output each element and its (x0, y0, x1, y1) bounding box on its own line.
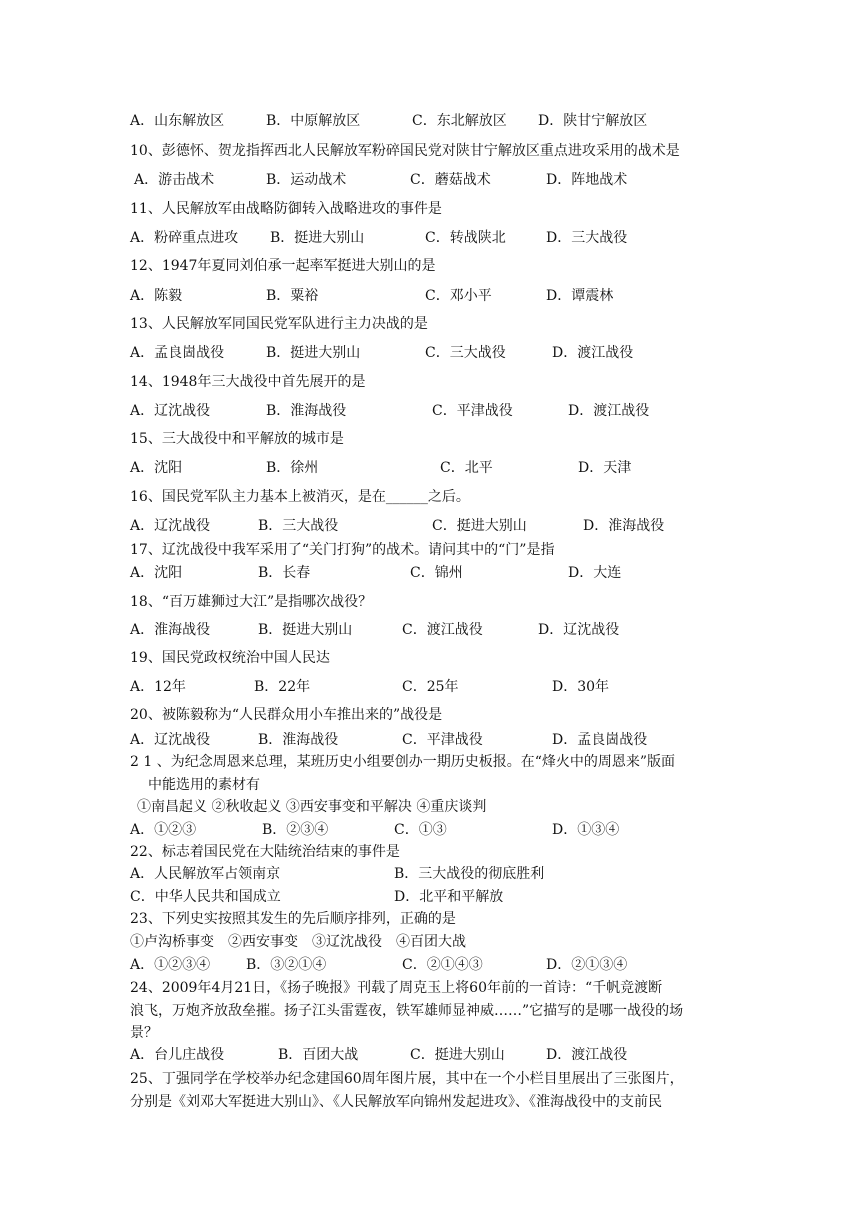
question-line: 2 1 、为纪念周恩来总理，某班历史小组要创办一期历史板报。在“烽火中的周恩来”版面 (130, 754, 676, 770)
options-line (0, 863, 860, 885)
answer-option: D．天津 (578, 460, 632, 476)
answer-option: D．辽沈战役 (538, 622, 620, 638)
options-line (0, 227, 860, 249)
answer-option: C．平津战役 (432, 403, 513, 419)
answer-option: B．淮海战役 (266, 403, 347, 419)
answer-option: D．①③④ (552, 822, 620, 838)
question-line: ①卢沟桥事变 ②西安事变 ③辽沈战役 ④百团大战 (130, 934, 466, 950)
answer-option: D．30年 (552, 679, 610, 695)
answer-option: C．北平 (440, 460, 493, 476)
answer-option: C．挺进大别山 (432, 518, 527, 534)
answer-option: D．②①③④ (546, 957, 628, 973)
answer-option: A．辽沈战役 (130, 518, 211, 534)
question-line: 16、国民党军队主力基本上被消灭，是在______之后。 (130, 489, 470, 505)
question-line: 20、被陈毅称为“人民群众用小车推出来的”战役是 (130, 707, 443, 723)
question-line: 10、彭德怀、贺龙指挥西北人民解放军粉碎国民党对陕甘宁解放区重点进攻采用的战术是 (130, 143, 680, 159)
answer-option: C．东北解放区 (412, 113, 507, 129)
options-line (0, 819, 860, 841)
answer-option: C．蘑菇战术 (410, 172, 491, 188)
answer-option: A．12年 (130, 679, 186, 695)
answer-option: B．徐州 (266, 460, 319, 476)
answer-option: D．孟良崮战役 (552, 732, 648, 748)
options-line (0, 1044, 860, 1066)
options-line (0, 619, 860, 641)
options-line (0, 110, 860, 132)
answer-option: D．渡江战役 (568, 403, 650, 419)
question-line: 景？ (130, 1025, 158, 1041)
answer-option: C．三大战役 (425, 345, 506, 361)
answer-option: A．①②③④ (130, 957, 211, 973)
answer-option: C．平津战役 (402, 732, 483, 748)
answer-option: B．淮海战役 (258, 732, 339, 748)
answer-option: C．渡江战役 (402, 622, 483, 638)
question-line: 15、三大战役中和平解放的城市是 (130, 431, 344, 447)
answer-option: D．陕甘宁解放区 (538, 113, 648, 129)
question-line: 17、辽沈战役中我军采用了“关门打狗”的战术。请问其中的“门”是指 (130, 542, 555, 558)
answer-option: A．台儿庄战役 (130, 1047, 225, 1063)
options-line (0, 676, 860, 698)
answer-option: C．中华人民共和国成立 (130, 889, 281, 905)
answer-option: B．挺进大别山 (266, 345, 361, 361)
answer-option: B．三大战役的彻底胜利 (394, 866, 545, 882)
answer-option: B．百团大战 (278, 1047, 359, 1063)
question-line: 分别是《刘邓大军挺进大别山》、《人民解放军向锦州发起进攻》、《淮海战役中的支前民 (130, 1094, 662, 1110)
question-line: ①南昌起义 ②秋收起义 ③西安事变和平解决 ④重庆谈判 (137, 799, 487, 815)
options-line (0, 954, 860, 976)
answer-option: B．挺进大别山 (258, 622, 353, 638)
answer-option: A．山东解放区 (130, 113, 225, 129)
answer-option: A．沈阳 (130, 565, 183, 581)
answer-option: D．渡江战役 (552, 345, 634, 361)
answer-option: C．锦州 (410, 565, 463, 581)
answer-option: A．沈阳 (130, 460, 183, 476)
answer-option: B．中原解放区 (266, 113, 361, 129)
options-line (0, 729, 860, 751)
answer-option: D．淮海战役 (583, 518, 665, 534)
question-line: 12、1947年夏同刘伯承一起率军挺进大别山的是 (130, 258, 436, 274)
answer-option: A．淮海战役 (130, 622, 211, 638)
answer-option: D．北平和平解放 (394, 889, 504, 905)
answer-option: B．运动战术 (266, 172, 347, 188)
answer-option: D．三大战役 (546, 230, 628, 246)
options-line (0, 342, 860, 364)
answer-option: A．孟良崮战役 (130, 345, 225, 361)
question-line: 18、“百万雄狮过大江”是指哪次战役？ (130, 594, 373, 610)
answer-option: D．阵地战术 (546, 172, 628, 188)
question-line: 25、丁强同学在学校举办纪念建国60周年图片展，其中在一个小栏目里展出了三张图片， (130, 1071, 684, 1087)
answer-option: A．①②③ (130, 822, 197, 838)
question-line: 22、标志着国民党在大陆统治结束的事件是 (130, 844, 400, 860)
answer-option: A．粉碎重点进攻 (130, 230, 239, 246)
options-line (0, 285, 860, 307)
answer-option: B．挺进大别山 (270, 230, 365, 246)
options-line (0, 457, 860, 479)
answer-option: D．谭震林 (546, 288, 614, 304)
answer-option: D．渡江战役 (546, 1047, 628, 1063)
question-line: 13、人民解放军同国民党军队进行主力决战的是 (130, 316, 428, 332)
question-line: 14、1948年三大战役中首先展开的是 (130, 374, 366, 390)
answer-option: D．大连 (568, 565, 622, 581)
answer-option: C．25年 (402, 679, 459, 695)
answer-option: C．转战陕北 (425, 230, 506, 246)
answer-option: B．三大战役 (258, 518, 339, 534)
question-line: 11、人民解放军由战略防御转入战略进攻的事件是 (130, 201, 442, 217)
answer-option: B．长春 (258, 565, 311, 581)
answer-option: C．①③ (394, 822, 447, 838)
question-line: 23、下列史实按照其发生的先后顺序排列，正确的是 (130, 911, 456, 927)
answer-option: A．辽沈战役 (130, 732, 211, 748)
options-line (0, 886, 860, 908)
answer-option: A．辽沈战役 (130, 403, 211, 419)
answer-option: A．陈毅 (130, 288, 183, 304)
answer-option: C．②①④③ (402, 957, 483, 973)
options-line (0, 515, 860, 537)
options-line (0, 400, 860, 422)
answer-option: B．③②①④ (246, 957, 327, 973)
answer-option: C．挺进大别山 (410, 1047, 505, 1063)
answer-option: B．②③④ (262, 822, 329, 838)
options-line (0, 562, 860, 584)
answer-option: A．游击战术 (134, 172, 215, 188)
answer-option: B．22年 (254, 679, 311, 695)
question-line: 中能选用的素材有 (148, 777, 260, 793)
answer-option: B．粟裕 (266, 288, 319, 304)
answer-option: A．人民解放军占领南京 (130, 866, 281, 882)
answer-option: C．邓小平 (425, 288, 492, 304)
question-line: 19、国民党政权统治中国人民达 (130, 650, 330, 666)
options-line (0, 169, 860, 191)
question-line: 浪飞，万炮齐放敌垒摧。扬子江头雷霆夜，铁军雄师显神威……”它描写的是哪一战役的场 (130, 1003, 684, 1019)
question-line: 24、2009年4月21日，《扬子晚报》刊载了周克玉上将60年前的一首诗：“千帆竞渡断 (130, 980, 663, 996)
